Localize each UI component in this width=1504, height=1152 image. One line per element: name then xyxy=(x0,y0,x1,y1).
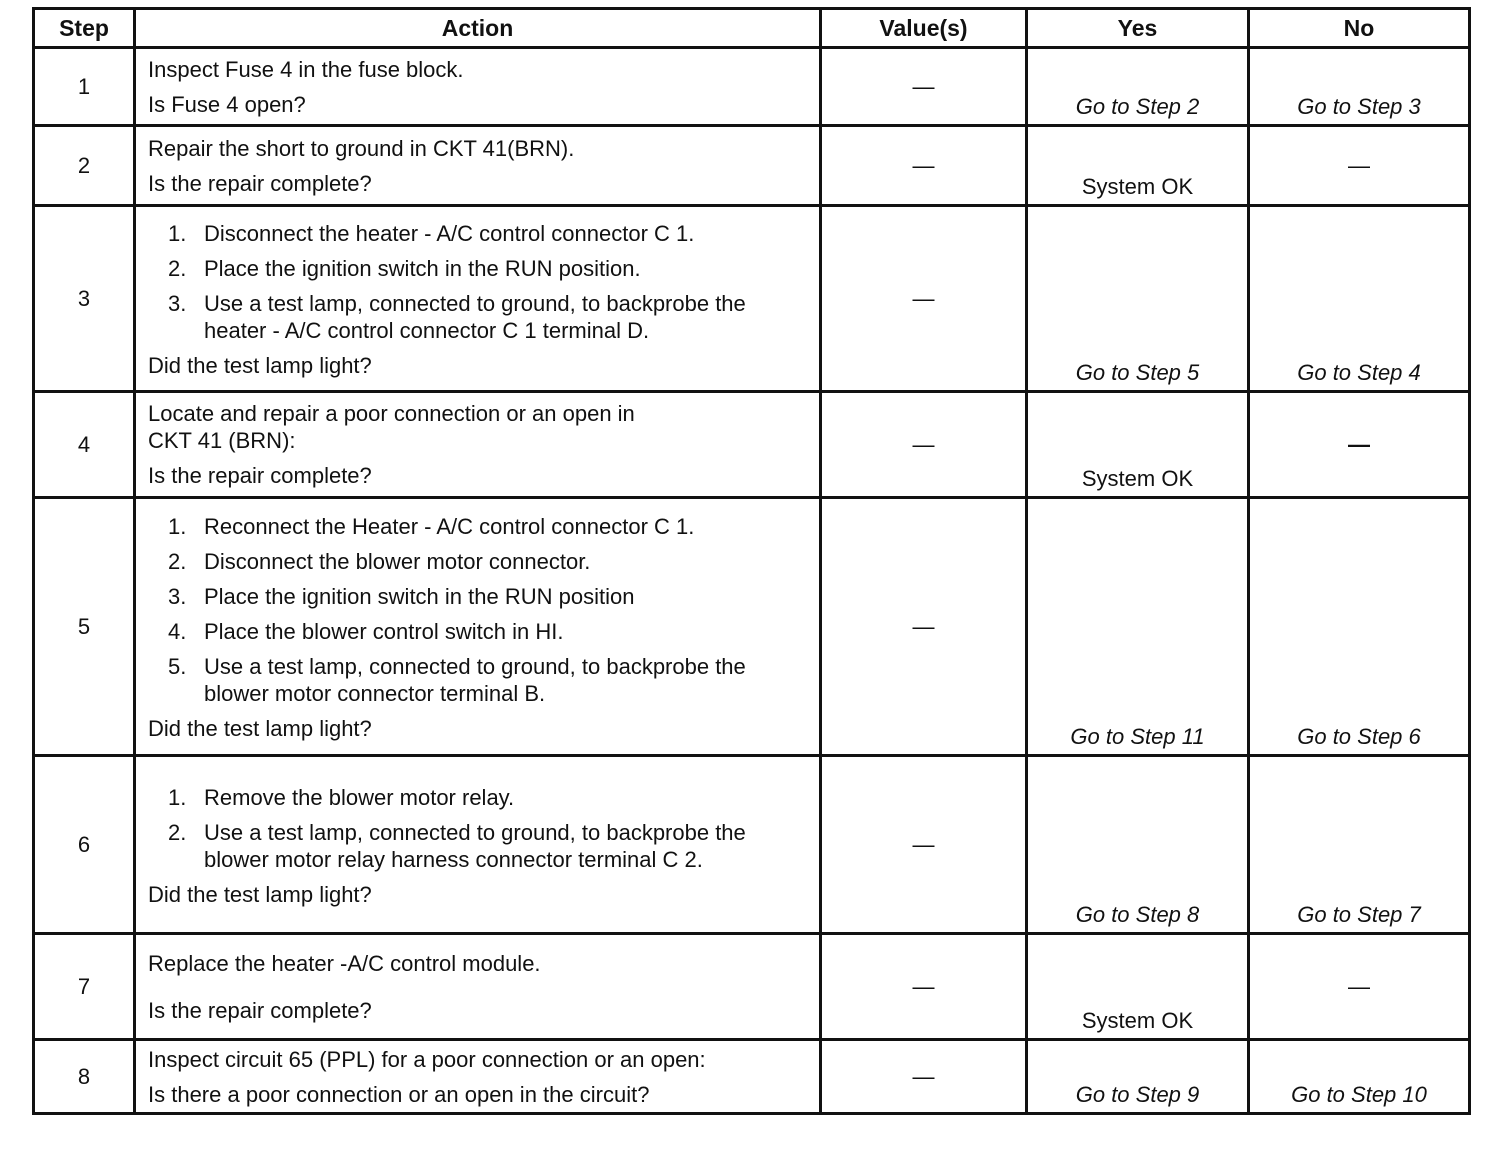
action-question: Is the repair complete? xyxy=(148,463,372,488)
action-question: Did the test lamp light? xyxy=(148,716,372,741)
procedure-list xyxy=(148,513,809,707)
action-text: Replace the heater -A/C control module. xyxy=(148,950,541,976)
value-cell: — xyxy=(821,48,1027,126)
step-number: 5 xyxy=(34,498,135,756)
action-text: Locate and repair a poor connection or an open in xyxy=(148,401,635,426)
action-cell xyxy=(135,126,821,206)
yes-cell: Go to Step 8 xyxy=(1027,756,1249,934)
action-cell xyxy=(135,1040,821,1114)
value-cell: — xyxy=(821,498,1027,756)
yes-cell: System OK xyxy=(1027,392,1249,498)
action-question: Is there a poor connection or an open in the circuit? xyxy=(148,1081,650,1107)
value-cell: — xyxy=(821,126,1027,206)
action-question: Is the repair complete? xyxy=(148,997,372,1023)
value-cell: — xyxy=(821,1040,1027,1114)
action-question: Did the test lamp light? xyxy=(148,353,372,378)
action-text: Inspect Fuse 4 in the fuse block. xyxy=(148,56,464,82)
list-item: 3. Use a test lamp, connected to ground, to backprobe the heater - A/C control connector C 1 terminal D. xyxy=(168,291,746,343)
yes-cell: Go to Step 9 xyxy=(1027,1040,1249,1114)
action-cell xyxy=(135,392,821,498)
header-values: Value(s) xyxy=(821,9,1027,48)
yes-cell: Go to Step 5 xyxy=(1027,206,1249,392)
action-text: Inspect circuit 65 (PPL) for a poor connection or an open: xyxy=(148,1046,706,1072)
header-step: Step xyxy=(34,9,135,48)
action-cell xyxy=(135,498,821,756)
list-item: 1. Disconnect the heater - A/C control connector C 1. xyxy=(168,221,695,246)
action-cell xyxy=(135,756,821,934)
action-cell xyxy=(135,48,821,126)
no-cell: — xyxy=(1249,126,1470,206)
value-cell: — xyxy=(821,756,1027,934)
yes-cell: Go to Step 2 xyxy=(1027,48,1249,126)
procedure-list xyxy=(148,220,809,344)
no-cell: Go to Step 4 xyxy=(1249,206,1470,392)
list-item: 1. Remove the blower motor relay. xyxy=(168,784,515,810)
value-cell: — xyxy=(821,934,1027,1040)
list-item: 5. Use a test lamp, connected to ground, to backprobe the blower motor connector terminal B. xyxy=(168,654,746,706)
step-row-7 xyxy=(34,934,1470,1040)
value-cell: — xyxy=(821,392,1027,498)
step-number: 2 xyxy=(34,126,135,206)
no-cell: Go to Step 3 xyxy=(1249,48,1470,126)
list-item: 4. Place the blower control switch in HI. xyxy=(168,619,564,644)
value-cell: — xyxy=(821,206,1027,392)
no-cell: Go to Step 6 xyxy=(1249,498,1470,756)
action-cell xyxy=(135,934,821,1040)
step-row-5 xyxy=(34,498,1470,756)
header-action: Action xyxy=(135,9,821,48)
step-row-1 xyxy=(34,48,1470,126)
list-item: 2. Place the ignition switch in the RUN position. xyxy=(168,256,641,281)
step-number: 4 xyxy=(34,392,135,498)
no-cell: Go to Step 10 xyxy=(1249,1040,1470,1114)
action-text: Repair the short to ground in CKT 41(BRN). xyxy=(148,135,575,161)
step-number: 6 xyxy=(34,756,135,934)
step-row-2 xyxy=(34,126,1470,206)
step-row-4 xyxy=(34,392,1470,498)
step-row-8 xyxy=(34,1040,1470,1114)
diagnostic-table xyxy=(32,7,1471,1115)
step-number: 1 xyxy=(34,48,135,126)
action-question: Is the repair complete? xyxy=(148,170,372,196)
yes-cell: System OK xyxy=(1027,126,1249,206)
step-row-6 xyxy=(34,756,1470,934)
no-cell: — xyxy=(1249,392,1470,498)
step-row-3 xyxy=(34,206,1470,392)
step-number: 3 xyxy=(34,206,135,392)
action-question: Did the test lamp light? xyxy=(148,881,372,907)
yes-cell: System OK xyxy=(1027,934,1249,1040)
list-item: 2. Use a test lamp, connected to ground, to backprobe the blower motor relay harness connector terminal C 2. xyxy=(168,819,746,872)
header-no: No xyxy=(1249,9,1470,48)
step-number: 7 xyxy=(34,934,135,1040)
action-question: Is Fuse 4 open? xyxy=(148,91,306,117)
procedure-list xyxy=(148,784,809,873)
no-cell: Go to Step 7 xyxy=(1249,756,1470,934)
action-text: CKT 41 (BRN): xyxy=(148,428,296,453)
step-number: 8 xyxy=(34,1040,135,1114)
list-item: 3. Place the ignition switch in the RUN position xyxy=(168,584,635,609)
list-item: 2. Disconnect the blower motor connector. xyxy=(168,549,591,574)
no-cell: — xyxy=(1249,934,1470,1040)
list-item: 1. Reconnect the Heater - A/C control connector C 1. xyxy=(168,514,695,539)
header-yes: Yes xyxy=(1027,9,1249,48)
header-row xyxy=(34,9,1470,48)
yes-cell: Go to Step 11 xyxy=(1027,498,1249,756)
action-cell xyxy=(135,206,821,392)
